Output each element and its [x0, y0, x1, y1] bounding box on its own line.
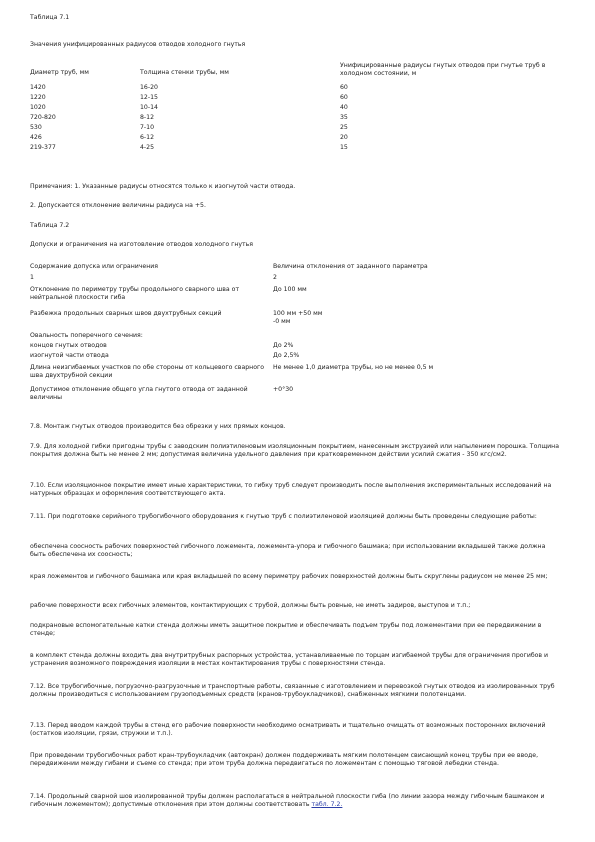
table1-cell: 6-12 — [140, 134, 155, 141]
table2-header-deviation: Величина отклонения от заданного параметра — [273, 263, 428, 270]
table1-header-diameter: Диаметр труб, мм — [30, 69, 89, 76]
table2-cell: До 2,5% — [273, 352, 300, 359]
table1-header-radius: Унифицированные радиусы гнутых отводов при гнутье труб в холодном состоянии, м — [340, 62, 546, 77]
table2-cell: До 100 мм — [273, 286, 307, 293]
table1-cell: 15 — [340, 144, 348, 151]
table1-label: Таблица 7.1 — [30, 14, 70, 21]
table1-cell: 720-820 — [30, 114, 56, 121]
table1-cell: 60 — [340, 94, 348, 101]
table1-cell: 16-20 — [140, 84, 158, 91]
paragraph-7-14-text: 7.14. Продольный сварной шов изолированной трубы должен располагаться в нейтральной плоскости гиба (по линии зазора между гибочным башмаком и гибочным ложементом); допустимые отклонения при этом должны соответствовать — [30, 793, 545, 808]
table-row — [30, 386, 500, 406]
table-row — [30, 114, 560, 124]
table-7-2-link[interactable]: табл. 7.2. — [311, 800, 343, 808]
table2-cell: Допустимое отклонение общего угла гнутого отвода от заданной величины — [30, 386, 248, 401]
table2-header-row — [30, 263, 500, 274]
table1 — [30, 62, 560, 154]
table2-title: Допуски и ограничения на изготовление отводов холодного гнутья — [30, 241, 254, 248]
table1-header-thickness: Толщина стенки трубы, мм — [140, 69, 229, 76]
table1-cell: 20 — [340, 134, 348, 141]
paragraph-7-14 — [30, 793, 560, 809]
table1-cell: 1020 — [30, 104, 46, 111]
table2-cell: До 2% — [273, 342, 294, 349]
paragraph-7-13-continued: При проведении трубогибочных работ кран-трубоукладчик (автокран) должен поддерживать мягким полотенцем свисающий конец трубы при ее вводе, передвижении между гибами и съеме со стенда; при этом труба должна передвигаться по ложементам с помощью тяговой лебедки стенда. — [30, 752, 539, 767]
table1-cell: 35 — [340, 114, 348, 121]
table-row — [30, 364, 500, 386]
table1-cell: 10-14 — [140, 104, 158, 111]
table-row — [30, 310, 500, 332]
list-item: края ложементов и гибочного башмака или края вкладышей по всему периметру рабочих поверхностей должны быть скруглены радиусом не менее 25 мм; — [30, 573, 548, 580]
table2-cell-line: -0 мм — [273, 317, 291, 325]
table2-cell: концов гнутых отводов — [30, 342, 107, 349]
table1-title: Значения унифицированных радиусов отводов холодного гнутья — [30, 41, 246, 48]
table1-cell: 1220 — [30, 94, 46, 101]
table1-cell: 7-10 — [140, 124, 155, 131]
paragraph-7-12: 7.12. Все трубогибочные, погрузочно-разгрузочные и транспортные работы, связанные с изготовлением и перевозкой гнутых отводов из изолированных труб должны производиться с использованием грузоподъемных средств (кранов-трубоукладчиков), снабженных мягкими полотенцами. — [30, 683, 555, 698]
table2-cell — [273, 310, 500, 332]
table1-cell: 40 — [340, 104, 348, 111]
paragraph-7-8: 7.8. Монтаж гнутых отводов производится без обрезки у них прямых концов. — [30, 423, 286, 430]
table2-cell: изогнутой части отвода — [30, 352, 109, 359]
table-row — [30, 352, 500, 364]
table1-cell: 219-377 — [30, 144, 56, 151]
table2-label: Таблица 7.2 — [30, 222, 70, 229]
list-item: обеспечена соосность рабочих поверхностей гибочного ложемента, ложемента-упора и гибочного башмака; при использовании вкладышей также должна быть обеспечена их соосность; — [30, 543, 546, 558]
table2-cell: Отклонение по периметру трубы продольного сварного шва от нейтральной плоскости гиба — [30, 286, 240, 301]
table1-cell: 426 — [30, 134, 42, 141]
table2-cell-line: 100 мм +50 мм — [273, 310, 323, 317]
table-row — [30, 94, 560, 104]
table2 — [30, 263, 500, 406]
table2-header-requirement: Содержание допуска или ограничения — [30, 263, 159, 270]
table-row — [30, 274, 500, 286]
table2-cell-empty — [273, 332, 500, 342]
table2-cell: Не менее 1,0 диаметра трубы, но не менее 0,5 м — [273, 364, 434, 371]
table2-cell: Овальность поперечного сечения: — [30, 332, 143, 339]
table1-cell: 25 — [340, 124, 348, 131]
table-row — [30, 144, 560, 154]
table-row — [30, 124, 560, 134]
table2-cell: Длина неизгибаемых участков по обе стороны от кольцевого сварного шва двухтрубной секции — [30, 364, 265, 379]
table2-cell: +0°30 — [273, 386, 294, 393]
table2-col-number-2: 2 — [273, 274, 277, 281]
table1-cell: 8-12 — [140, 114, 155, 121]
list-item: подкрановые вспомогательные катки стенда должны иметь защитное покрытие и обеспечивать подъем трубы под ложементами при ее передвижении в стенде; — [30, 622, 542, 637]
paragraph-7-13: 7.13. Перед вводом каждой трубы в стенд его рабочие поверхности необходимо осматривать и тщательно очищать от возможных посторонних включений (остатков изоляции, грязи, стружки и т.п.). — [30, 722, 546, 737]
table-row — [30, 84, 560, 94]
table1-cell: 12-15 — [140, 94, 158, 101]
paragraph-7-9: 7.9. Для холодной гибки пригодны трубы с заводским полиэтиленовым изоляционным покрытием, нанесенным экструзией или напылением порошка. Толщина покрытия должна быть не менее 2 мм; допустимая величина удельного давления при кратковременном действии усилий сжатия - 350 кгс/см2. — [30, 443, 560, 458]
note-2: 2. Допускается отклонение величины радиуса на +5. — [30, 202, 206, 209]
paragraph-7-11: 7.11. При подготовке серийного трубогибочного оборудования к гнутью труб с полиэтиленовой изоляцией должны быть проведены следующие работы: — [30, 513, 537, 520]
table-row — [30, 134, 560, 144]
table2-cell: Разбежка продольных сварных швов двухтрубных секций — [30, 310, 222, 317]
table-row — [30, 332, 500, 342]
table1-cell: 4-25 — [140, 144, 155, 151]
table-row — [30, 286, 500, 310]
paragraph-7-10: 7.10. Если изоляционное покрытие имеет иные характеристики, то гибку труб следует производить после выполнения экспериментальных исследований на натурных образцах и оформления соответствующего акта. — [30, 482, 552, 497]
note-1: Примечания: 1. Указанные радиусы относятся только к изогнутой части отвода. — [30, 183, 296, 190]
list-item: в комплект стенда должны входить два внутритрубных распорных устройства, устанавливаемые по торцам изгибаемой трубы для ограничения прогибов и устранения возможного повреждения изоляции в местах контактирования трубы с поверхностями стенда. — [30, 652, 549, 667]
table1-cell: 1420 — [30, 84, 46, 91]
list-item: рабочие поверхности всех гибочных элементов, контактирующих с трубой, должны быть ровные, не иметь задиров, выступов и т.п.; — [30, 602, 471, 609]
table-row — [30, 104, 560, 114]
table1-header-row — [30, 62, 560, 84]
table1-cell: 530 — [30, 124, 42, 131]
table-row — [30, 342, 500, 352]
table2-col-number-1: 1 — [30, 274, 34, 281]
table1-cell: 60 — [340, 84, 348, 91]
